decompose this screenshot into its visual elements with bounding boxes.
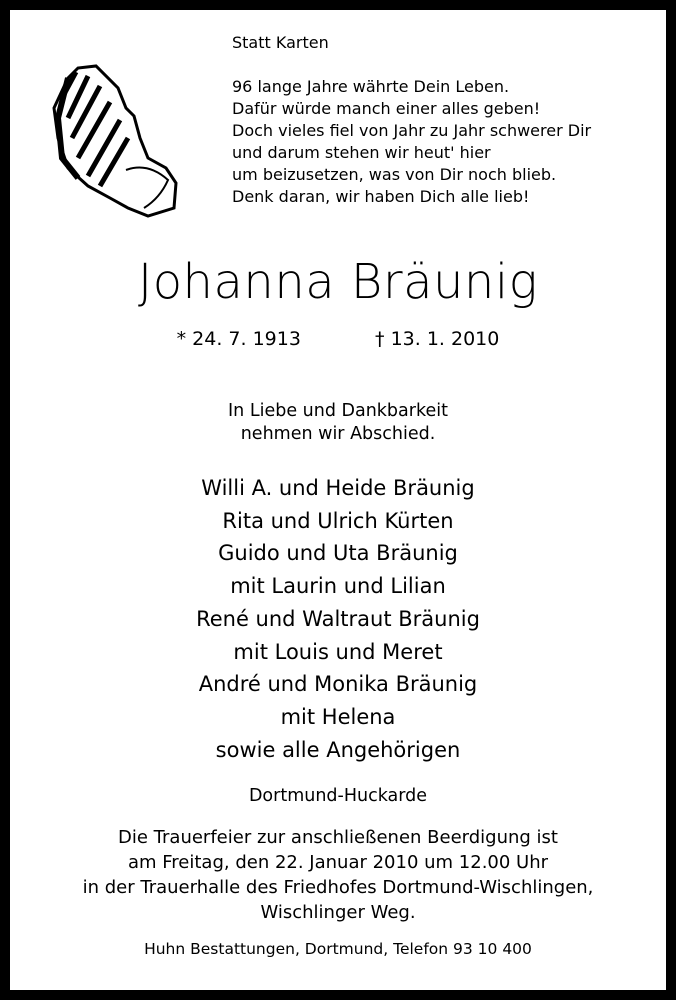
place: Dortmund-Huckarde xyxy=(248,786,428,806)
family-member: André und Monika Bräunig xyxy=(198,672,478,697)
poem-line: Denk daran, wir haben Dich alle lieb! xyxy=(232,187,530,206)
service-info xyxy=(10,825,666,925)
family-member: Guido und Uta Bräunig xyxy=(218,541,458,566)
deceased-name: Johanna Bräunig xyxy=(138,254,538,310)
life-dates xyxy=(10,328,666,350)
family-member: René und Waltraut Bräunig xyxy=(196,606,480,631)
praying-hands-icon xyxy=(48,58,180,218)
birth-date: * 24. 7. 1913 xyxy=(176,328,301,350)
service-line: am Freitag, den 22. Januar 2010 um 12.00 Uhr xyxy=(127,852,549,873)
poem-line: Dafür würde manch einer alles geben! xyxy=(232,99,541,118)
service-line: in der Trauerhalle des Friedhofes Dortmund-Wischlingen, xyxy=(82,877,594,898)
poem-line: 96 lange Jahre währte Dein Leben. xyxy=(232,77,510,96)
family-list xyxy=(10,472,666,766)
family-member: Willi A. und Heide Bräunig xyxy=(201,476,475,500)
service-line: Wischlinger Weg. xyxy=(260,902,416,923)
family-member: mit Helena xyxy=(280,704,396,729)
family-member: mit Laurin und Lilian xyxy=(230,574,446,599)
death-date: † 13. 1. 2010 xyxy=(375,328,500,350)
service-line: Die Trauerfeier zur anschließenen Beerdigung ist xyxy=(118,827,558,848)
obituary-notice xyxy=(10,10,666,990)
family-member: mit Louis und Meret xyxy=(233,639,443,664)
poem-line: Doch vieles fiel von Jahr zu Jahr schwerer Dir xyxy=(232,121,592,140)
farewell-text xyxy=(10,400,666,446)
family-member: sowie alle Angehörigen xyxy=(215,737,461,762)
family-member: Rita und Ulrich Kürten xyxy=(222,508,454,533)
statt-karten-label: Statt Karten xyxy=(232,33,329,52)
poem-line: und darum stehen wir heut' hier xyxy=(232,143,491,162)
farewell-line: nehmen wir Abschied. xyxy=(240,424,436,444)
funeral-home: Huhn Bestattungen, Dortmund, Telefon 93 10 400 xyxy=(144,940,532,958)
farewell-line: In Liebe und Dankbarkeit xyxy=(228,401,448,421)
poem-line: um beizusetzen, was von Dir noch blieb. xyxy=(232,165,557,184)
poem xyxy=(232,76,591,208)
